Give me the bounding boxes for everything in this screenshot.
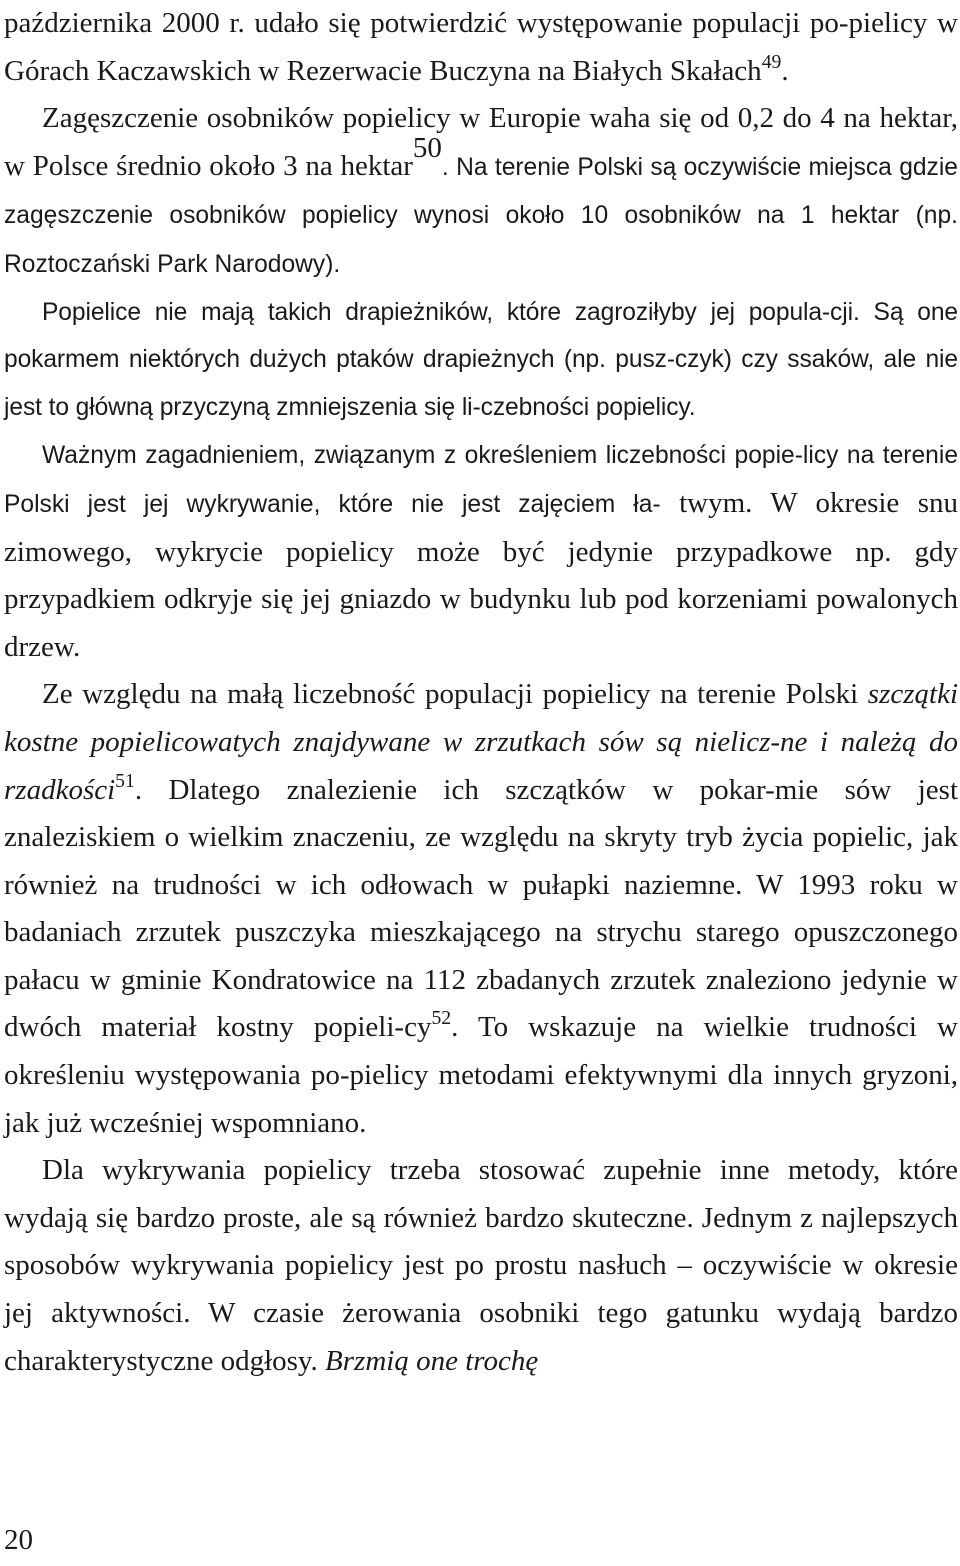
italic-phrase: Brzmią one trochę: [325, 1344, 539, 1377]
paragraph-density: [4, 95, 958, 288]
paragraph-text: twym. W okresie snu zimowego, wykrycie popielicy może być jedynie przypadkowe np. gdy przypadkiem odkryje się jej gniazdo w budynku lub pod korzeniami powalonych drzew.: [4, 486, 958, 663]
footnote-reference[interactable]: 50: [412, 131, 442, 164]
footnote-reference[interactable]: 52: [431, 1007, 452, 1030]
paragraph-text: Ze względu na małą liczebność populacji popielicy na terenie Polski: [42, 678, 868, 711]
footnote-reference[interactable]: 51: [115, 769, 135, 792]
page-number: 20: [4, 1524, 33, 1556]
paragraph-remains: [4, 671, 958, 1147]
paragraph-text: Zagęszczenie osobników popielicy w Europie waha się od 0,2 do 4 na hektar, w Polsce średnio około 3 na hektar: [4, 102, 958, 182]
paragraph-text: Popielice nie mają takich drapieżników, które zagroziłyby jej popula-cji. Są one pokarmem niektórych dużych ptaków drapieżnych (np. pusz-czyk) czy ssaków, ale nie jest to główną przyczyną zmniejszenia się li-czebności popielicy.: [4, 298, 958, 421]
paragraph-listening: [4, 1147, 958, 1385]
body-text: [4, 0, 958, 1385]
footnote-reference[interactable]: 49: [761, 50, 782, 73]
italic-phrase: szczątki kostne popielicowatych znajdywane w zrzutkach sów są nielicz-ne i należą do rzadkości: [4, 678, 958, 806]
paragraph-text: października 2000 r. udało się potwierdzić występowanie populacji po-pielicy w Górach Kaczawskich w Rezerwacie Buczyna na Białych Skałach: [4, 7, 958, 87]
paragraph-text: . Dlatego znalezienie ich szczątków w pokar-mie sów jest znaleziskiem o wielkim znaczeniu, ze względu na skryty tryb życia popielic, jak również na trudności w ich odłowach w pułapki naziemne. W 1993 roku w badaniach zrzutek puszczyka mieszkającego na strychu starego opuszczonego pałacu w gminie Kondratowice na 112 zbadanych zrzutek znaleziono jedynie w dwóch materiał kostny popieli-cy: [4, 773, 958, 1044]
paragraph-detection: [4, 431, 958, 671]
paragraph-predators: [4, 289, 958, 432]
paragraph-continuation: [4, 0, 958, 95]
paragraph-text: Ważnym zagadnieniem, związanym z określeniem liczebności popie-licy na terenie Polski jest jej wykrywanie, które nie jest zajęciem ła-: [4, 442, 958, 518]
paragraph-text: .: [781, 54, 789, 87]
paragraph-text: . Na terenie Polski są oczywiście miejsca gdzie zagęszczenie osobników popielicy wynosi około 10 osobników na 1 hektar (np. Roztoczański Park Narodowy).: [4, 153, 958, 278]
paragraph-text: . To wskazuje na wielkie trudności w określeniu występowania po-pielicy metodami efektywnymi dla innych gryzoni, jak już wcześniej wspomniano.: [4, 1011, 958, 1139]
paragraph-text: Dla wykrywania popielicy trzeba stosować zupełnie inne metody, które wydają się bardzo proste, ale są również bardzo skuteczne. Jednym z najlepszych sposobów wykrywania popielicy jest po prostu nasłuch – oczywiście w okresie jej aktywności. W czasie żerowania osobniki tego gatunku wydają bardzo charakterystyczne odgłosy.: [4, 1154, 958, 1377]
